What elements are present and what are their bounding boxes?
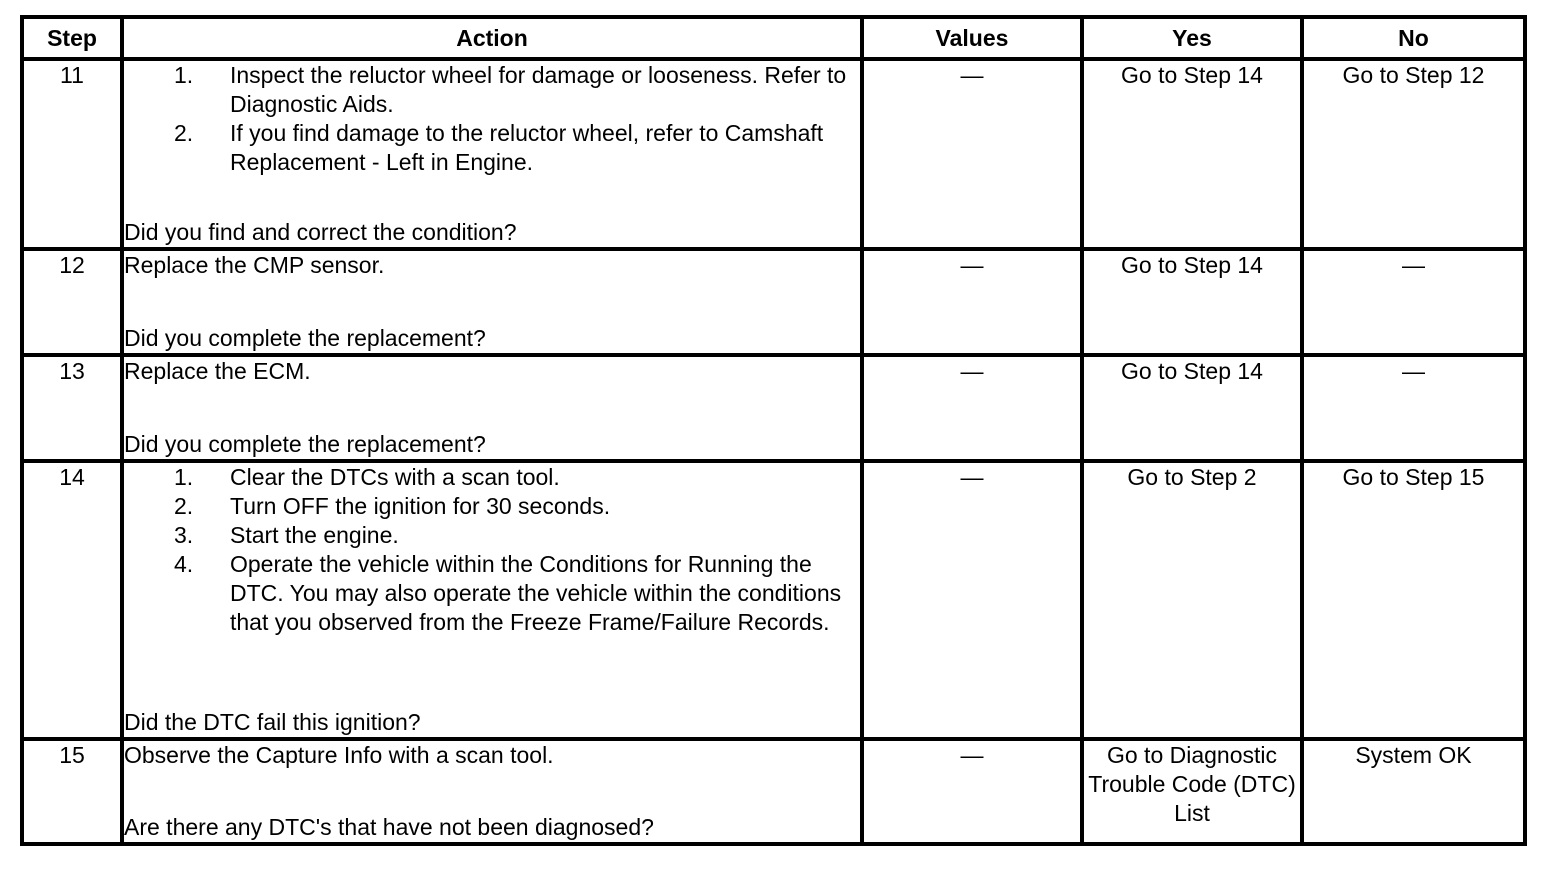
list-item: [174, 492, 860, 521]
question-text: Are there any DTC's that have not been diagnosed?: [124, 814, 654, 840]
item-number: 4.: [174, 551, 194, 577]
no-cell: Go to Step 12: [1302, 59, 1525, 249]
values-cell: —: [862, 461, 1082, 739]
intro-text: Replace the CMP sensor.: [124, 252, 385, 278]
question-text: Did the DTC fail this ignition?: [124, 709, 421, 735]
yes-cell: Go to Step 14: [1082, 59, 1302, 249]
values-cell: —: [862, 355, 1082, 461]
header-yes: Yes: [1082, 17, 1302, 59]
action-cell: [122, 461, 862, 739]
intro-text: Observe the Capture Info with a scan tool.: [124, 742, 554, 768]
step-number: 13: [22, 355, 122, 461]
list-item: [174, 521, 860, 550]
instruction-list: [124, 61, 860, 177]
question-text: Did you find and correct the condition?: [124, 219, 517, 245]
item-number: 1.: [174, 62, 194, 88]
values-cell: —: [862, 249, 1082, 355]
intro-text: Replace the ECM.: [124, 358, 311, 384]
action-cell: [122, 739, 862, 844]
item-text: Operate the vehicle within the Conditions for Running the DTC. You may also operate the vehicle within the conditions that you observed from the Freeze Frame/Failure Records.: [230, 551, 842, 635]
instruction-list: [124, 463, 860, 637]
item-text: Start the engine.: [230, 522, 399, 548]
item-text: Turn OFF the ignition for 30 seconds.: [230, 493, 611, 519]
step-number: 12: [22, 249, 122, 355]
no-cell: —: [1302, 355, 1525, 461]
table-row: [22, 355, 1525, 461]
header-values: Values: [862, 17, 1082, 59]
list-item: [174, 550, 860, 637]
yes-cell: Go to Step 14: [1082, 249, 1302, 355]
question-text: Did you complete the replacement?: [124, 325, 486, 351]
list-item: [174, 463, 860, 492]
values-cell: —: [862, 59, 1082, 249]
yes-cell: Go to Diagnostic Trouble Code (DTC) List: [1082, 739, 1302, 844]
table-row: [22, 739, 1525, 844]
header-step: Step: [22, 17, 122, 59]
list-item: [174, 61, 860, 119]
item-number: 1.: [174, 464, 194, 490]
header-row: [22, 17, 1525, 59]
question-text: Did you complete the replacement?: [124, 431, 486, 457]
item-number: 3.: [174, 522, 194, 548]
no-cell: Go to Step 15: [1302, 461, 1525, 739]
table-row: [22, 59, 1525, 249]
list-item: [174, 119, 860, 177]
no-cell: System OK: [1302, 739, 1525, 844]
action-cell: [122, 59, 862, 249]
item-text: Clear the DTCs with a scan tool.: [230, 464, 560, 490]
table-row: [22, 249, 1525, 355]
item-text: Inspect the reluctor wheel for damage or looseness. Refer to Diagnostic Aids.: [230, 62, 847, 117]
action-cell: [122, 249, 862, 355]
table-row: [22, 461, 1525, 739]
action-cell: [122, 355, 862, 461]
header-action: Action: [122, 17, 862, 59]
item-number: 2.: [174, 493, 194, 519]
header-no: No: [1302, 17, 1525, 59]
step-number: 11: [22, 59, 122, 249]
diagnostic-table: [20, 15, 1527, 846]
no-cell: —: [1302, 249, 1525, 355]
yes-cell: Go to Step 2: [1082, 461, 1302, 739]
step-number: 14: [22, 461, 122, 739]
item-text: If you find damage to the reluctor wheel, refer to Camshaft Replacement - Left in Engine.: [230, 120, 824, 175]
yes-cell: Go to Step 14: [1082, 355, 1302, 461]
step-number: 15: [22, 739, 122, 844]
values-cell: —: [862, 739, 1082, 844]
item-number: 2.: [174, 120, 194, 146]
